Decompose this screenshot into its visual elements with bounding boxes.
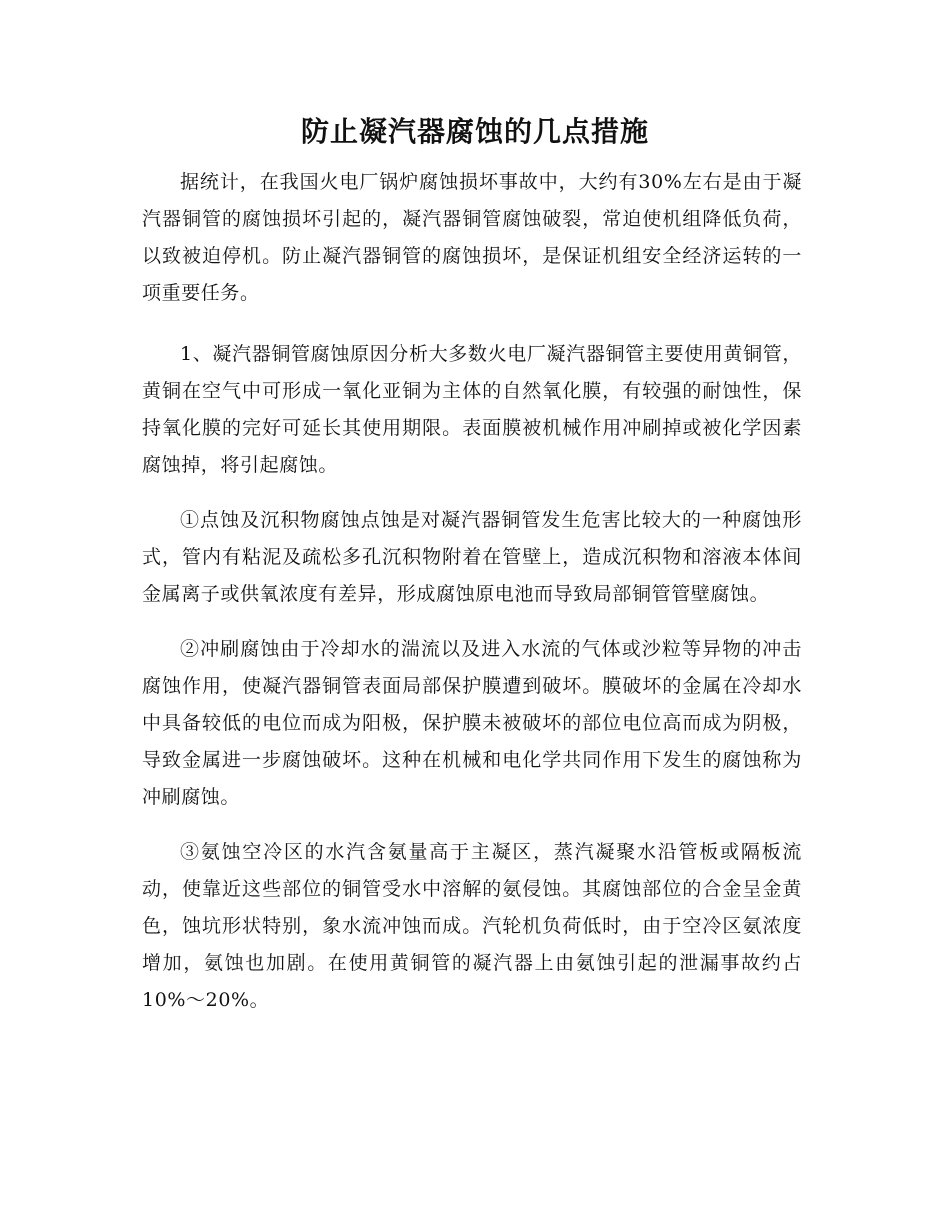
- paragraph-erosion-corrosion: ②冲刷腐蚀由于冷却水的湍流以及进入水流的气体或沙粒等异物的冲击腐蚀作用，使凝汽器铜管表面局部保护膜遭到破坏。膜破坏的金属在冷却水中具备较低的电位而成为阳极，保护膜未被破坏的部位电位高而成为阴极，导致金属进一步腐蚀破坏。这种在机械和电化学共同作用下发生的腐蚀称为冲刷腐蚀。: [142, 638, 802, 808]
- document-body: [142, 164, 802, 1037]
- document-title: 防止凝汽器腐蚀的几点措施: [300, 115, 649, 148]
- paragraph-ammonia-corrosion: ③氨蚀空冷区的水汽含氨量高于主凝区，蒸汽凝聚水沿管板或隔板流动，使靠近这些部位的铜管受水中溶解的氨侵蚀。其腐蚀部位的合金呈金黄色，蚀坑形状特别，象水流冲蚀而成。汽轮机负荷低时，由于空冷区氨浓度增加，氨蚀也加剧。在使用黄铜管的凝汽器上由氨蚀引起的泄漏事故约占10%～20%。: [142, 841, 802, 1011]
- paragraph-intro: 据统计，在我国火电厂锅炉腐蚀损坏事故中，大约有30%左右是由于凝汽器铜管的腐蚀损坏引起的，凝汽器铜管腐蚀破裂，常迫使机组降低负荷，以致被迫停机。防止凝汽器铜管的腐蚀损坏，是保证机组安全经济运转的一项重要任务。: [142, 171, 802, 304]
- paragraph-cause-analysis: 1、凝汽器铜管腐蚀原因分析大多数火电厂凝汽器铜管主要使用黄铜管，黄铜在空气中可形成一氧化亚铜为主体的自然氧化膜，有较强的耐蚀性，保持氧化膜的完好可延长其使用期限。表面膜被机械作用冲刷掉或被化学因素腐蚀掉，将引起腐蚀。: [142, 343, 802, 476]
- paragraph-pitting-corrosion: ①点蚀及沉积物腐蚀点蚀是对凝汽器铜管发生危害比较大的一种腐蚀形式，管内有粘泥及疏松多孔沉积物附着在管壁上，造成沉积物和溶液本体间金属离子或供氧浓度有差异，形成腐蚀原电池而导致局部铜管管壁腐蚀。: [142, 509, 802, 605]
